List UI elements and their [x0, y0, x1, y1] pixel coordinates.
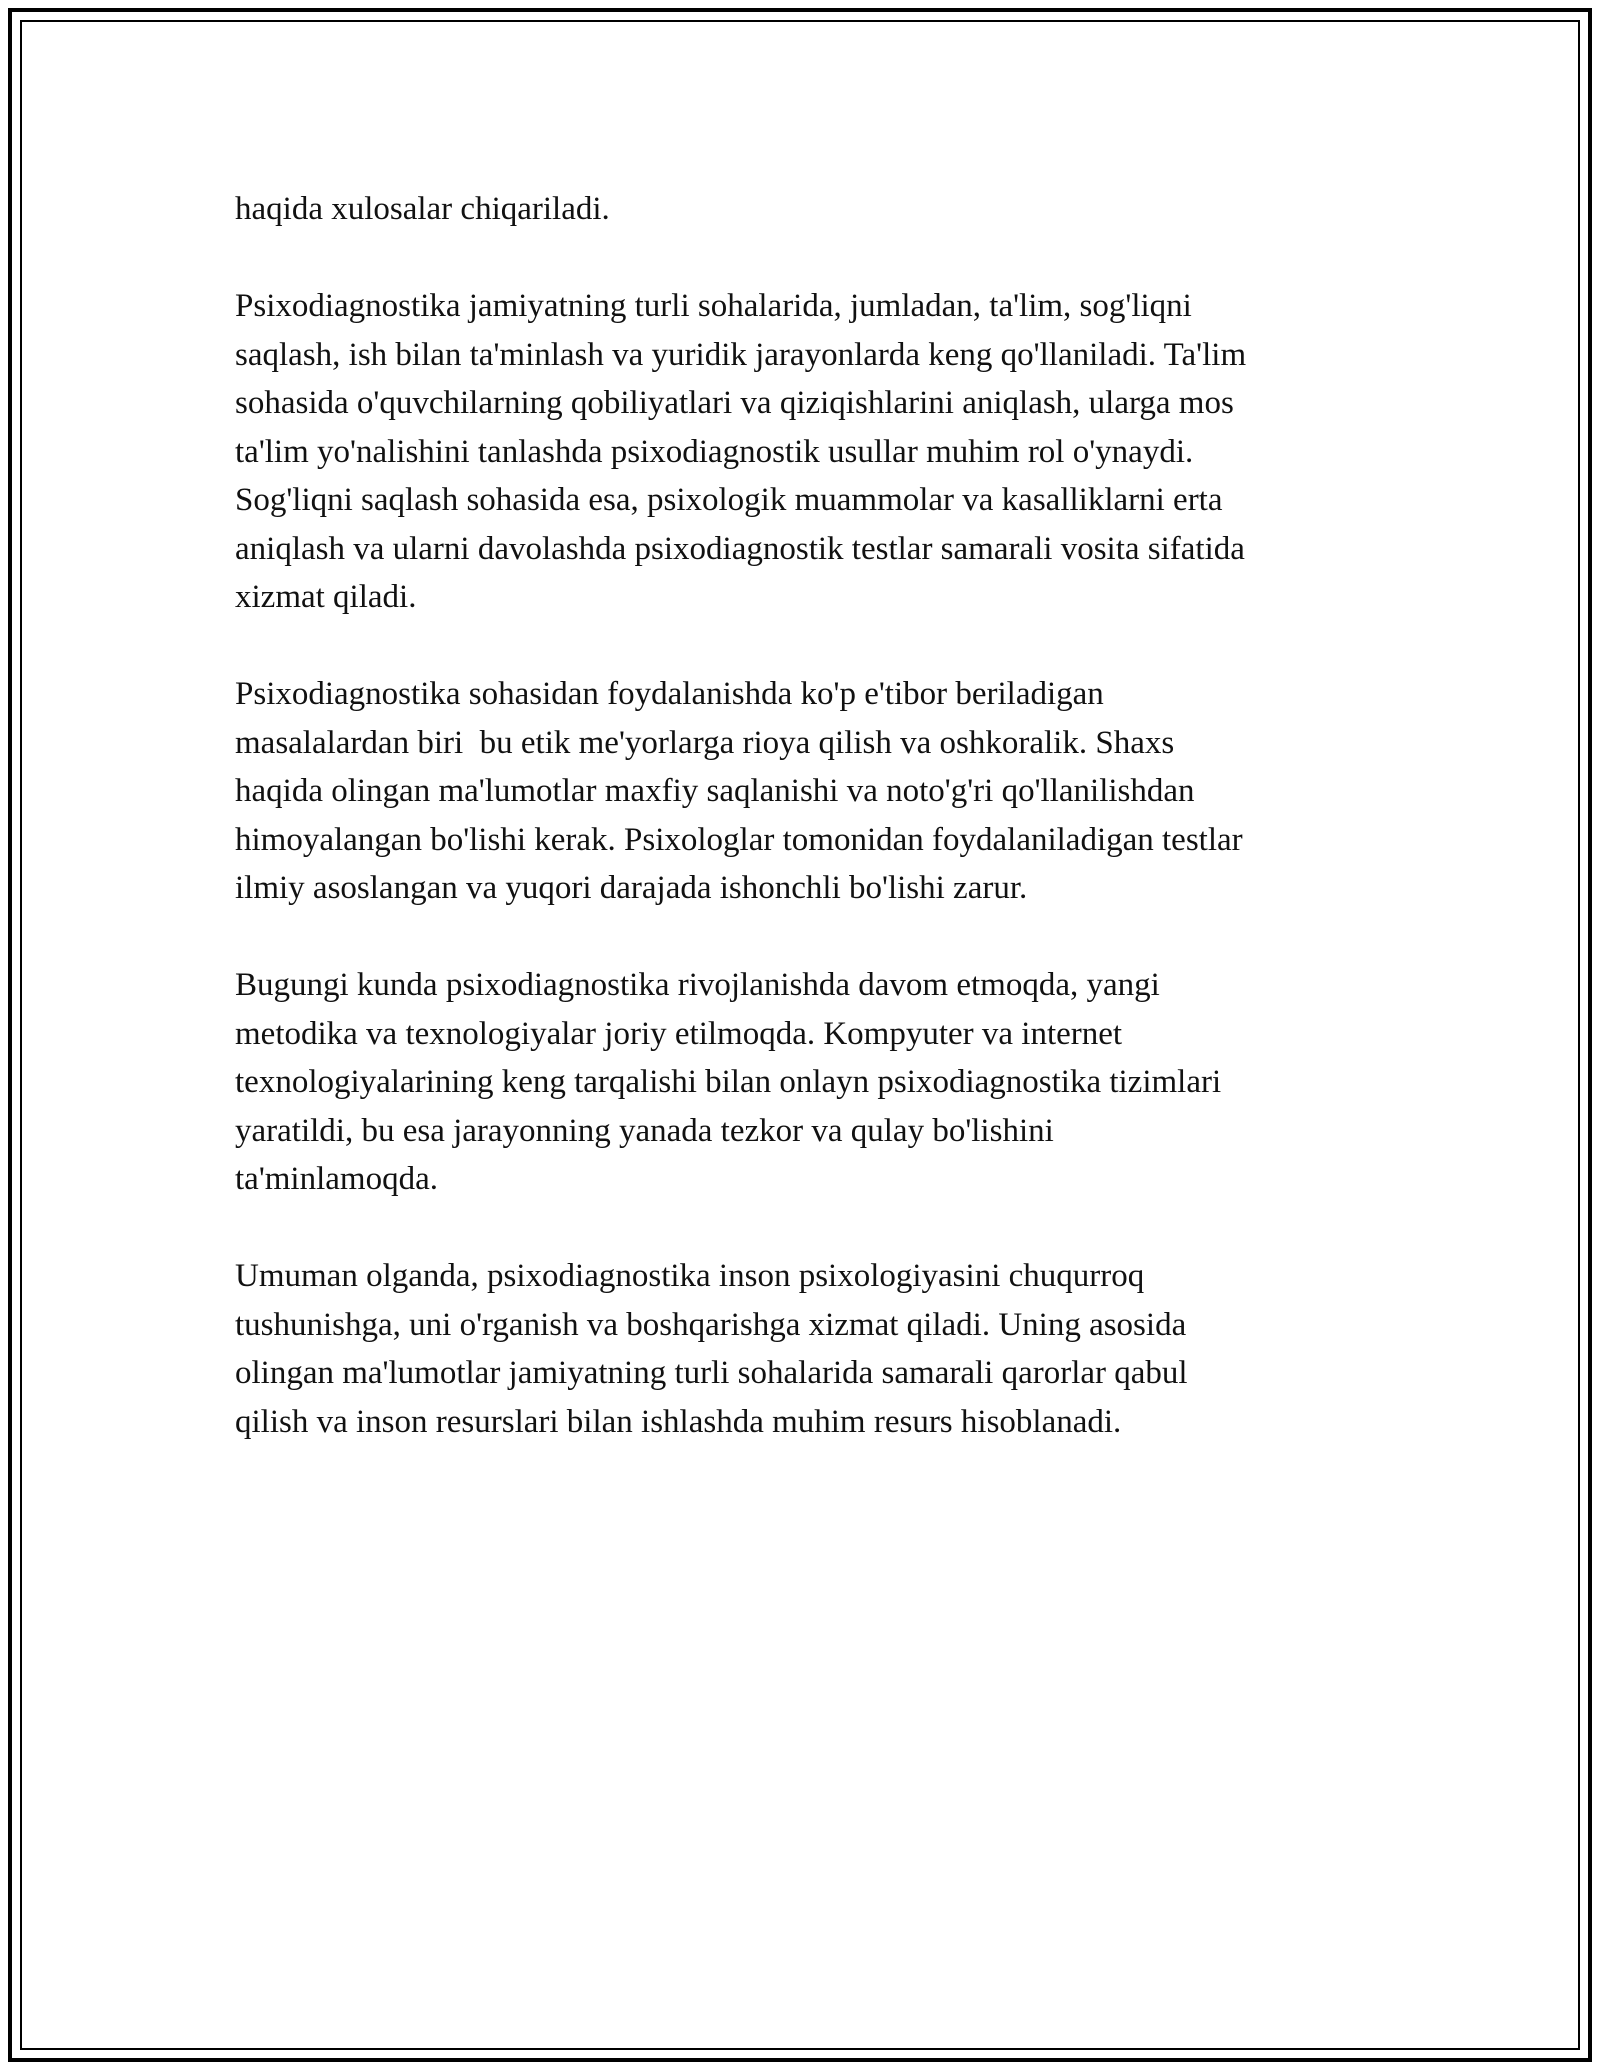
text-line: olingan ma'lumotlar jamiyatning turli sohalarida samarali qarorlar qabul	[235, 1355, 1188, 1391]
text-line: Bugungi kunda psixodiagnostika rivojlanishda davom etmoqda, yangi	[235, 967, 1160, 1003]
text-line: Psixodiagnostika jamiyatning turli sohalarida, jumladan, ta'lim, sog'liqni	[235, 288, 1192, 324]
text-line: saqlash, ish bilan ta'minlash va yuridik jarayonlarda keng qo'llaniladi. Ta'lim	[235, 336, 1247, 373]
text-line: tushunishga, uni o'rganish va boshqarishga xizmat qiladi. Uning asosida	[235, 1306, 1187, 1343]
text-line: aniqlash va ularni davolashda psixodiagnostik testlar samarali vosita sifatida	[235, 530, 1245, 567]
document-body	[235, 185, 1385, 1495]
text-line: himoyalangan bo'lishi kerak. Psixologlar tomonidan foydalaniladigan testlar	[235, 821, 1243, 858]
text-line: sohasida o'quvchilarning qobiliyatlari va qiziqishlarini aniqlash, ularga mos	[235, 385, 1234, 421]
text-line: texnologiyalarining keng tarqalishi bilan onlayn psixodiagnostika tizimlari	[235, 1064, 1222, 1100]
text-line: ilmiy asoslangan va yuqori darajada ishonchli bo'lishi zarur.	[235, 870, 1028, 906]
text-line: qilish va inson resurslari bilan ishlashda muhim resurs hisoblanadi.	[235, 1403, 1122, 1440]
paragraph-2	[235, 282, 1385, 622]
text-line: ta'lim yo'nalishini tanlashda psixodiagnostik usullar muhim rol o'ynaydi.	[235, 433, 1194, 470]
paragraph-1	[235, 185, 1385, 234]
paragraph-5	[235, 1252, 1385, 1446]
text-line: haqida olingan ma'lumotlar maxfiy saqlanishi va noto'g'ri qo'llanilishdan	[235, 773, 1195, 809]
text-line: haqida xulosalar chiqariladi.	[235, 191, 610, 227]
text-line: ta'minlamoqda.	[235, 1161, 438, 1197]
text-line: Psixodiagnostika sohasidan foydalanishda ko'p e'tibor beriladigan	[235, 676, 1104, 712]
text-line: Umuman olganda, psixodiagnostika inson psixologiyasini chuqurroq	[235, 1258, 1145, 1294]
text-line: masalalardan biri bu etik me'yorlarga rioya qilish va oshkoralik. Shaxs	[235, 724, 1175, 761]
text-line: Sog'liqni saqlash sohasida esa, psixologik muammolar va kasalliklarni erta	[235, 482, 1223, 518]
text-line: metodika va texnologiyalar joriy etilmoqda. Kompyuter va internet	[235, 1015, 1123, 1052]
paragraph-4	[235, 961, 1385, 1204]
text-line: xizmat qiladi.	[235, 579, 417, 615]
text-line: yaratildi, bu esa jarayonning yanada tezkor va qulay bo'lishini	[235, 1112, 1054, 1149]
paragraph-3	[235, 670, 1385, 913]
